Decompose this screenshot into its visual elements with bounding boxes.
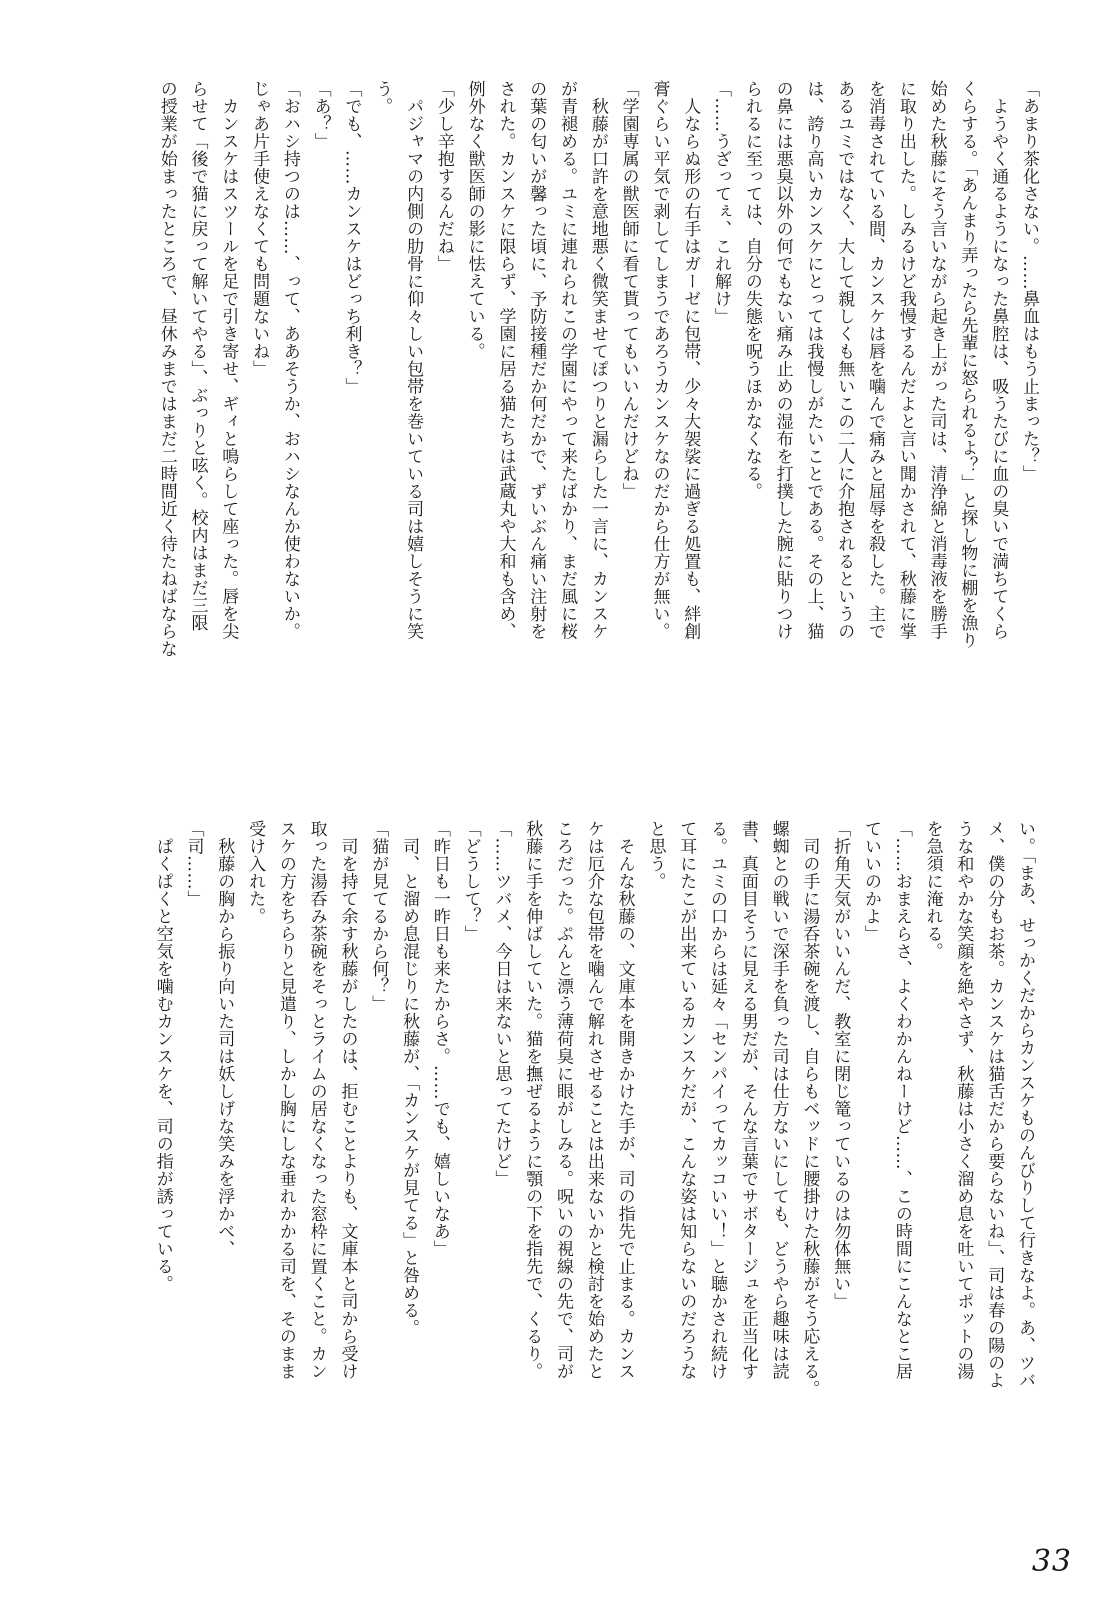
text-line: 「おハシ持つのは……、って、ああそうか、おハシなんか使わないか。 [279, 80, 300, 640]
text-line: る。ユミの口からは延々「センパイってカッコいい！」と聴かされ続け [707, 820, 728, 1380]
text-line: された。カンスケに限らず、学園に居る猫たちは武蔵丸や大和も含め、 [495, 80, 516, 640]
text-line: ころだった。ぷんと漂う薄荷臭に眼がしみる。呪いの視線の先で、司が [553, 820, 574, 1380]
text-line: 「猫が見てるから何？」 [368, 820, 389, 1013]
text-line: 螺蜘との戦いで深手を負った司は仕方ないにしても、どうやら趣味は読 [768, 820, 789, 1380]
text-line: ぱくぱくと空気を噛むカンスケを、司の指が誘っている。 [152, 820, 173, 1293]
text-line: そんな秋藤の、文庫本を開きかけた手が、司の指先で止まる。カンス [614, 820, 635, 1380]
text-line: あるユミではなく、大して親しくも無いこの二人に介抱されるというの [834, 80, 855, 640]
text-line: スケの方をちらりと見遣り、しかし胸にしな垂れかかる司を、そのまま [275, 820, 296, 1380]
text-line: 「昨日も一昨日も来たからさ。……でも、嬉しいなあ」 [429, 820, 450, 1258]
text-line: て耳にたこが出来ているカンスケだが、こんな姿は知らないのだろうな [676, 820, 697, 1380]
text-line: 「……おまえらさ、よくわかんねーけど……、この時間にこんなとこ居 [891, 820, 912, 1380]
text-line: 「学園専属の獣医師に看て貰ってもいいんだけどね」 [618, 80, 639, 500]
text-line: 司の手に湯呑茶碗を渡し、自らもベッドに腰掛けた秋藤がそう応える。 [799, 820, 820, 1398]
text-line: 受け入れた。 [245, 820, 266, 925]
lower-text-block [0, 820, 1040, 1548]
text-line: 「あまり茶化さない。……鼻血はもう止まった？」 [1019, 80, 1039, 483]
text-line: 書、真面目そうに見える男だが、そんな言葉でサボタージュを正当化す [737, 820, 758, 1380]
text-line: うな和やかな笑顔を絶やさず、秋藤は小さく溜め息を吐いてポットの湯 [953, 820, 974, 1380]
text-line: 始めた秋藤にそう言いながら起き上がった司は、清浄綿と消毒液を勝手 [926, 80, 947, 640]
text-line: と思う。 [645, 820, 666, 890]
text-line: 「……ツバメ、今日は来ないと思ってたけど」 [491, 820, 512, 1188]
text-line: られるに至っては、自分の失態を呪うほかなくなる。 [741, 80, 762, 500]
text-line: 取った湯呑み茶碗をそっとライムの居なくなった窓枠に置くこと。カン [306, 820, 327, 1380]
text-line: 司を持て余す秋藤がしたのは、拒むことよりも、文庫本と司から受け [337, 820, 358, 1380]
text-line: を消毒されている間、カンスケは唇を噛んで痛みと屈辱を殺した。主で [865, 80, 886, 640]
text-line: は、誇り高いカンスケにとっては我慢しがたいことである。その上、猫 [803, 80, 824, 640]
text-line: の鼻には悪臭以外の何でもない痛み止めの湿布を打撲した腕に貼りつけ [772, 80, 793, 640]
text-line: の葉の匂いが馨った頃に、予防接種だか何だかで、ずいぶん痛い注射を [526, 80, 547, 640]
text-line: に取り出した。しみるけど我慢するんだよと言い聞かされて、秋藤に掌 [895, 80, 916, 640]
text-line: じゃあ片手使えなくても問題ないね」 [249, 80, 270, 378]
text-line: 「少し辛抱するんだね」 [433, 80, 454, 273]
text-line: らせて「後で猫に戻って解いてやる」、ぶっりと呟く。校内はまだ三限 [187, 80, 208, 632]
text-line: 秋藤の胸から振り向いた司は妖しげな笑みを浮かべ、 [214, 820, 235, 1258]
text-line: 秋藤が口許を意地悪く微笑ませてぽつりと漏らした一言に、カンスケ [587, 80, 608, 640]
text-line: 「折角天気がいいんだ、教室に閉じ篭っているのは勿体無い」 [830, 820, 851, 1310]
upper-text-block [4, 80, 1044, 800]
text-line: い。「まあ、せっかくだからカンスケものんびりして行きなよ。あ、ツバ [1015, 820, 1035, 1389]
text-line: 人ならぬ形の右手はガーゼに包帯、少々大袈裟に過ぎる処置も、絆創 [680, 80, 701, 640]
text-line: 「どうして？」 [460, 820, 481, 943]
text-line: を急須に淹れる。 [922, 820, 943, 960]
text-line: の授業が始まったところで、昼休みまではまだ二時間近く待たねばならな [156, 80, 177, 658]
text-line: 司、と溜め息混じりに秋藤が、「カンスケが見てる」と咎める。 [399, 820, 420, 1337]
text-line: 膏ぐらい平気で剥してしまうであろうカンスケなのだから仕方が無い。 [649, 80, 670, 640]
text-line: が青褪める。ユミに連れられこの学園にやって来たばかり、まだ風に桜 [557, 80, 578, 640]
text-line: メ、僕の分もお茶。カンスケは猫舌だから要らないね」、司は春の陽のよ [984, 820, 1005, 1389]
page-number: 33 [1031, 1544, 1072, 1579]
text-line: 「……うざってぇ、これ解け」 [711, 80, 732, 325]
text-line: 例外なく獣医師の影に怯えている。 [464, 80, 485, 360]
text-line: う。 [372, 80, 393, 115]
text-line: カンスケはスツールを足で引き寄せ、ギィと鳴らして座った。唇を尖 [218, 80, 239, 640]
text-line: 秋藤に手を伸ばしていた。猫を撫ぜるように顎の下を指先で、くるり。 [522, 820, 543, 1380]
text-line: 「あ？」 [310, 80, 331, 150]
text-line: 「でも、……カンスケはどっち利き？」 [341, 80, 362, 395]
text-line: ていいのかよ」 [861, 820, 882, 943]
text-line: くらする。「あんまり弄ったら先輩に怒られるよ？」と探し物に棚を漁り [957, 80, 978, 649]
text-line: ケは厄介な包帯を噛んで解れさせることは出来ないかと検討を始めたと [583, 820, 604, 1380]
text-line: ようやく通るようになった鼻腔は、吸うたびに血の臭いで満ちてくら [988, 80, 1009, 640]
text-line: パジャマの内側の肋骨に仰々しい包帯を巻いている司は嬉しそうに笑 [403, 80, 424, 640]
text-line: 「司……」 [183, 820, 204, 908]
